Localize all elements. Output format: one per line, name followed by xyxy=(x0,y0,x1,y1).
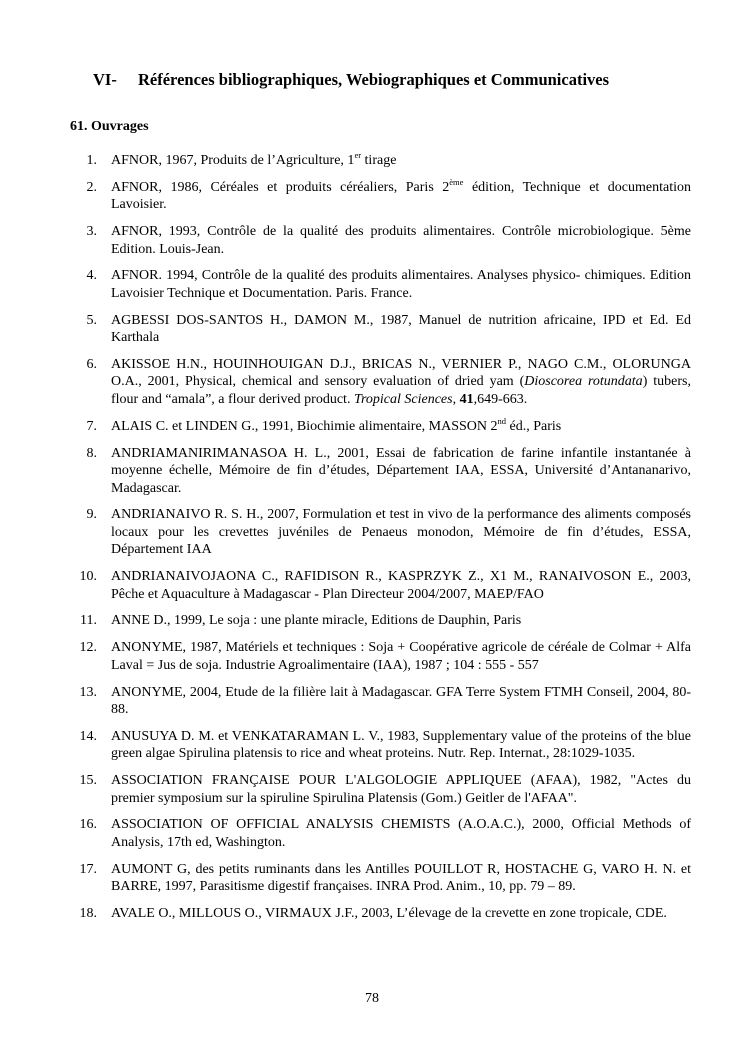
reference-item xyxy=(70,506,691,559)
reference-item xyxy=(70,312,691,347)
ref-superscript: er xyxy=(354,150,362,160)
reference-list xyxy=(70,152,691,932)
ref-text: édition, Technique et documentation Lavoisier. xyxy=(111,179,691,213)
ref-text: tirage xyxy=(361,153,397,168)
ref-text: éd., Paris xyxy=(506,418,562,434)
section-number: VI- xyxy=(93,70,117,89)
ref-italic: Tropical Sciences xyxy=(353,391,453,407)
reference-number: 7. xyxy=(86,418,97,434)
ref-superscript: ème xyxy=(449,176,464,187)
section-heading xyxy=(93,70,609,90)
ref-text: ANNE D., 1999, Le soja : une plante miracle, Editions de Dauphin, Paris xyxy=(111,613,522,629)
reference-item xyxy=(70,905,691,923)
reference-number: 17. xyxy=(79,861,97,877)
reference-number: 5. xyxy=(86,312,97,328)
ref-text: ASSOCIATION OF OFFICIAL ANALYSIS CHEMISTS (A.O.A.C.), 2000, Official Methods of Analysis, 17th ed, Washington. xyxy=(111,817,691,850)
reference-item xyxy=(70,772,691,807)
ref-text: ANDRIANAIVO R. S. H., 2007, Formulation et test in vivo de la performance des aliments composés locaux pour les crevettes juvéniles de Penaeus monodon, Mémoire de fin d’études, ESSA, Département IAA xyxy=(111,507,691,558)
reference-item xyxy=(70,445,691,498)
ref-text: AFNOR. 1994, Contrôle de la qualité des produits alimentaires. Analyses physico- chimiques. Edition Lavoisier Technique et Documentation. Paris. France. xyxy=(111,268,691,301)
ref-text: ANDRIANAIVOJAONA C., RAFIDISON R., KASPRZYK Z., X1 M., RANAIVOSON E., 2003, Pêche et Aquaculture à Madagascar - Plan Directeur 2004/2007, MAEP/FAO xyxy=(111,569,691,602)
ref-text: ) tubers, flour and “amala”, a flour derived product. xyxy=(111,374,691,407)
ref-text: AFNOR, 1967, Produits de l’Agriculture, 1 xyxy=(111,153,355,168)
reference-number: 14. xyxy=(79,728,97,744)
reference-number: 11. xyxy=(80,613,97,629)
reference-number: 12. xyxy=(79,640,97,656)
section-title: Références bibliographiques, Webiographiques et Communicatives xyxy=(138,70,610,89)
ref-text: ANONYME, 2004, Etude de la filière lait à Madagascar. GFA Terre System FTMH Conseil, 2004, 80-88. xyxy=(111,684,691,718)
ref-text: AKISSOE H.N., HOUINHOUIGAN D.J., BRICAS N., VERNIER P., NAGO C.M., OLORUNGA O.A., 2001, Physical, chemical and sensory evaluation of dried yam ( xyxy=(111,356,691,390)
reference-number: 3. xyxy=(86,224,97,240)
ref-text: ANUSUYA D. M. et VENKATARAMAN L. V., 1983, Supplementary value of the proteins of the blue green algae Spirulina platensis to rice and wheat proteins. Nutr. Rep. Internat., 28:1029-1035. xyxy=(111,728,691,762)
ref-italic: Dioscorea rotundata xyxy=(524,374,643,390)
ref-text: ASSOCIATION FRANÇAISE POUR L'ALGOLOGIE APPLIQUEE (AFAA), 1982, "Actes du premier symposium sur la spiruline Spirulina Platensis (Gom.) Geitler de l'AFAA". xyxy=(111,773,691,806)
reference-item xyxy=(70,861,691,896)
reference-number: 6. xyxy=(86,356,97,372)
ref-text: AFNOR, 1986, Céréales et produits céréaliers, Paris 2 xyxy=(111,179,450,195)
reference-number: 16. xyxy=(79,817,97,833)
ref-superscript: nd xyxy=(497,415,507,426)
ref-text: ANONYME, 1987, Matériels et techniques : Soja + Coopérative agricole de céréale de Colmar + Alfa Laval = Jus de soja. Industrie Agroalimentaire (IAA), 1987 ; 104 : 555 - 557 xyxy=(111,640,691,673)
reference-number: 4. xyxy=(86,268,97,284)
ref-text: ANDRIAMANIRIMANASOA H. L., 2001, Essai de fabrication de farine infantile instantanée à moyenne échelle, Mémoire de fin d’études, Département IAA, ESSA, Université d’Antananarivo, Madagascar. xyxy=(111,445,691,496)
reference-item xyxy=(70,356,691,409)
reference-item xyxy=(70,152,691,170)
ref-text: , xyxy=(452,391,460,407)
reference-item xyxy=(70,684,691,719)
reference-item xyxy=(70,639,691,674)
subsection-heading: 61. Ouvrages xyxy=(70,119,149,134)
ref-text: AUMONT G, des petits ruminants dans les Antilles POUILLOT R, HOSTACHE G, VARO H. N. et BARRE, 1997, Parasitisme digestif françaises. INRA Prod. Anim., 10, pp. 79 – 89. xyxy=(111,861,691,895)
ref-text: AGBESSI DOS-SANTOS H., DAMON M., 1987, Manuel de nutrition africaine, IPD et Ed. Ed Karthala xyxy=(111,312,691,346)
reference-item xyxy=(70,176,691,214)
ref-text: AFNOR, 1993, Contrôle de la qualité des produits alimentaires. Contrôle microbiologique. 5ème Edition. Louis-Jean. xyxy=(111,224,691,257)
reference-number: 8. xyxy=(86,445,97,461)
page-number: 78 xyxy=(365,991,379,1006)
reference-number: 15. xyxy=(79,773,97,789)
reference-number: 18. xyxy=(79,906,97,922)
ref-text: AVALE O., MILLOUS O., VIRMAUX J.F., 2003, L’élevage de la crevette en zone tropicale, CDE. xyxy=(111,906,667,922)
reference-number: 1. xyxy=(86,153,97,168)
ref-bold: 41 xyxy=(459,391,474,407)
reference-item xyxy=(70,568,691,603)
reference-number: 2. xyxy=(86,179,97,195)
reference-number: 13. xyxy=(79,684,97,700)
reference-item xyxy=(70,415,691,436)
reference-item xyxy=(70,816,691,851)
reference-number: 9. xyxy=(86,507,97,523)
ref-text: ALAIS C. et LINDEN G., 1991, Biochimie alimentaire, MASSON 2 xyxy=(111,418,498,434)
reference-item xyxy=(70,612,691,630)
ref-text: ,649-663. xyxy=(473,391,528,407)
reference-number: 10. xyxy=(79,569,97,585)
reference-item xyxy=(70,728,691,763)
reference-item xyxy=(70,267,691,302)
reference-item xyxy=(70,223,691,258)
